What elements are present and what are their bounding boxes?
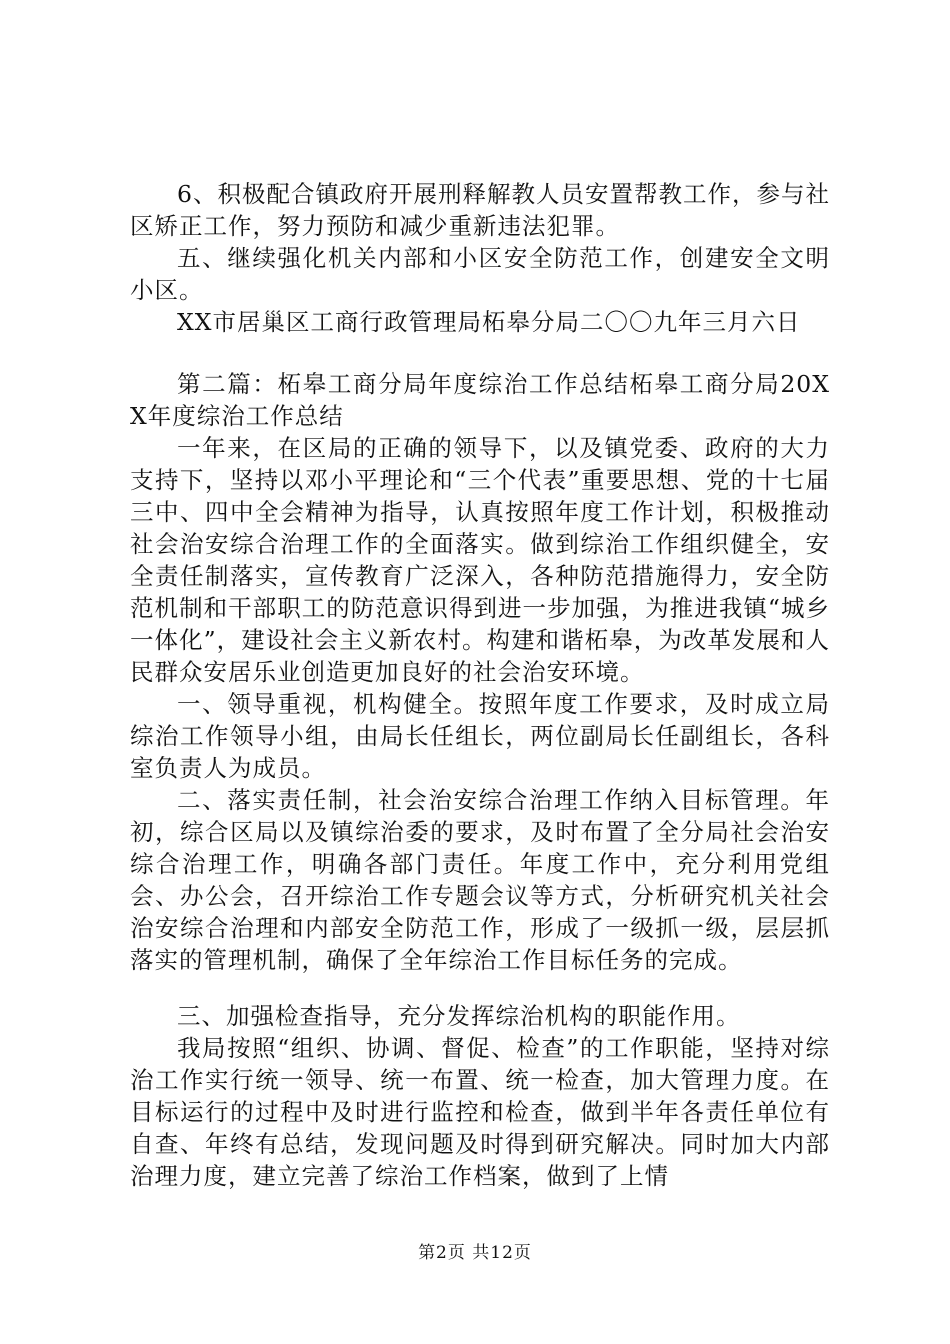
paragraph-intro: 一年来，在区局的正确的领导下，以及镇党委、政府的大力支持下，坚持以邓小平理论和“三个代表”重要思想、党的十七届三中、四中全会精神为指导，认真按照年度工作计划，积极推动社会治安综合治理工作的全面落实。做到综治工作组织健全，安全责任制落实，宣传教育广泛深入，各种防范措施得力，安全防范机制和干部职工的防范意识得到进一步加强，为推进我镇“城乡一体化”，建设社会主义新农村。构建和谐柘皋，为改革发展和人民群众安居乐业创造更加良好的社会治安环境。 xyxy=(130,434,830,686)
paragraph-section-3-heading: 三、加强检查指导，充分发挥综治机构的职能作用。 xyxy=(177,1002,741,1030)
paragraph-section-2: 二、落实责任制，社会治安综合治理工作纳入目标管理。年初，综合区局以及镇综治委的要求，及时布置了全分局社会治安综合治理工作，明确各部门责任。年度工作中，充分利用党组会、办公会，召开综治工作专题会议等方式，分析研究机关社会治安综合治理和内部安全防范工作，形成了一级抓一级，层层抓落实的管理机制，确保了全年综治工作目标任务的完成。 xyxy=(130,786,830,974)
paragraph-section-3-body: 我局按照“组织、协调、督促、检查”的工作职能，坚持对综治工作实行统一领导、统一布置、统一检查，加大管理力度。在目标运行的过程中及时进行监控和检查，做到半年各责任单位有自查、年终有总结，发现问题及时得到研究解决。同时加大内部治理力度，建立完善了综治工作档案，做到了上情 xyxy=(130,1034,830,1190)
paragraph-section-5: 五、继续强化机关内部和小区安全防范工作，创建安全文明小区。 xyxy=(130,244,830,304)
paragraph-section-1: 一、领导重视，机构健全。按照年度工作要求，及时成立局综治工作领导小组，由局长任组长，两位副局长任副组长，各科室负责人为成员。 xyxy=(130,690,830,782)
signature-line: XX市居巢区工商行政管理局柘皋分局二〇〇九年三月六日 xyxy=(177,308,801,336)
second-article-title: 第二篇：柘皋工商分局年度综治工作总结柘皋工商分局20XX年度综治工作总结 xyxy=(130,370,830,430)
paragraph-item-6: 6、积极配合镇政府开展刑释解教人员安置帮教工作，参与社区矫正工作，努力预防和减少重新违法犯罪。 xyxy=(130,180,830,240)
document-body xyxy=(130,178,830,1192)
page-footer: 第2页 共12页 xyxy=(418,1243,532,1263)
